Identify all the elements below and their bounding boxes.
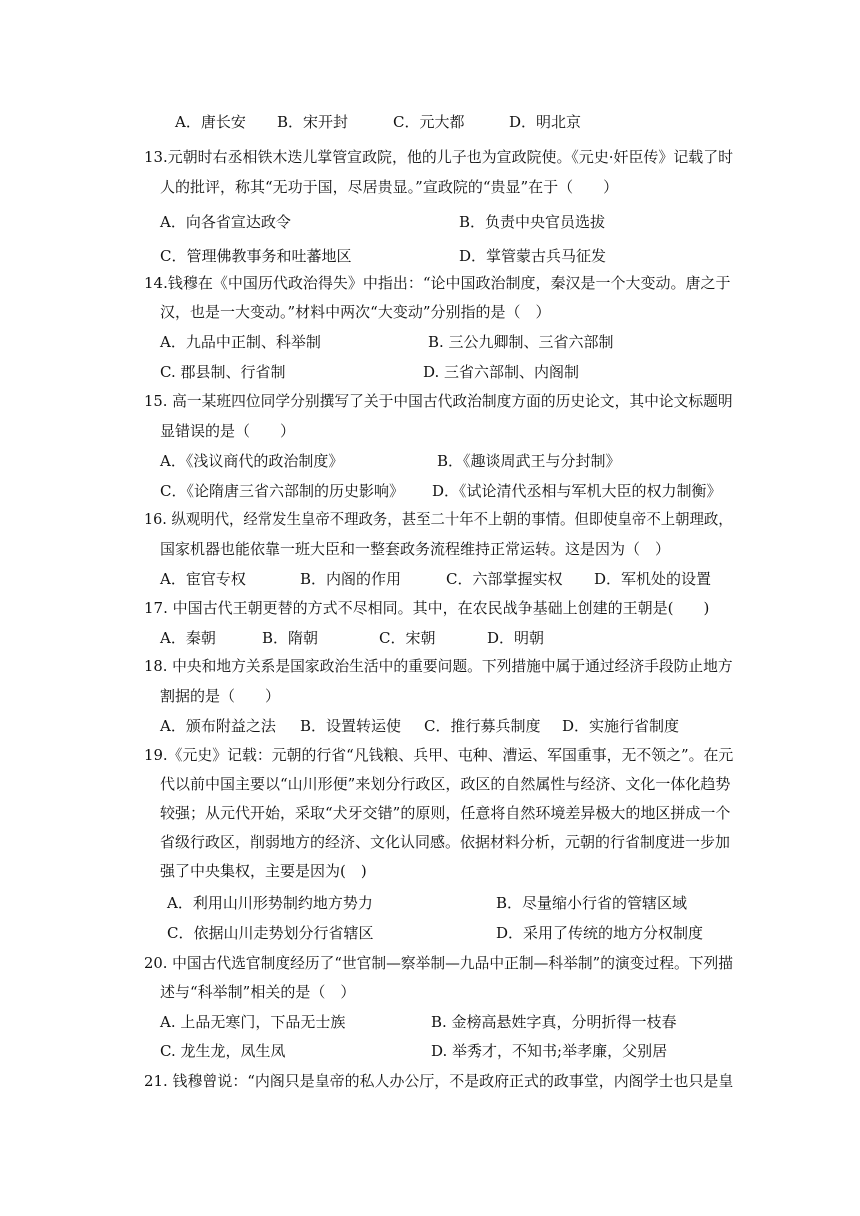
q20-option-c: C. 龙生龙，凤生凤 (160, 1042, 286, 1060)
q18-line-1: 18. 中央和地方关系是国家政治生活中的重要问题。下列措施中属于通过经济手段防止地方 (144, 657, 733, 675)
q19-option-c: C．依据山川走势划分行省辖区 (167, 924, 374, 942)
q18-line-2: 割据的是（ ） (160, 687, 281, 705)
q13-option-c: C．管理佛教事务和吐蕃地区 (160, 247, 352, 265)
q15-option-b: B．《趣谈周武王与分封制》 (437, 452, 621, 470)
q16-option-c: C．六部掌握实权 (446, 570, 563, 588)
q17-option-b: B．隋朝 (262, 629, 319, 647)
q21-line-1: 21. 钱穆曾说：“内阁只是皇帝的私人办公厅，不是政府正式的政事堂，内阁学士也只是皇 (144, 1072, 734, 1090)
q16-line-1: 16. 纵观明代，经常发生皇帝不理政务，甚至二十年不上朝的事情。但即使皇帝不上朝理政， (144, 510, 733, 528)
q19-option-b: B．尽量缩小行省的管辖区域 (496, 894, 688, 912)
q15-option-c: C．《论隋唐三省六部制的历史影响》 (160, 482, 404, 500)
q14-option-d: D. 三省六部制、内阁制 (423, 363, 580, 381)
q15-option-a: A．《浅议商代的政治制度》 (160, 452, 344, 470)
q16-option-a: A．宦官专权 (160, 570, 246, 588)
q20-option-a: A. 上品无寒门，下品无士族 (160, 1013, 346, 1031)
q13-line-1: 13.元朝时右丞相铁木迭儿掌管宣政院，他的儿子也为宣政院使。《元史·奸臣传》记载了时 (144, 148, 734, 166)
q20-line-2: 述与“科举制”相关的是（ ） (160, 983, 356, 1001)
q15-line-1: 15. 高一某班四位同学分别撰写了关于中国古代政治制度方面的历史论文，其中论文标题明 (144, 392, 733, 410)
q19-line-3: 较强；从元代开始，采取“犬牙交错”的原则，任意将自然环境差异极大的地区拼成一个 (160, 804, 731, 822)
q16-line-2: 国家机器也能依靠一班大臣和一整套政务流程维持正常运转。这是因为（ ） (160, 540, 671, 558)
q19-line-5: 强了中央集权，主要是因为( ) (160, 862, 367, 880)
q16-option-b: B．内阁的作用 (300, 570, 402, 588)
q20-line-1: 20. 中国古代选官制度经历了“世官制—察举制—九品中正制—科举制”的演变过程。下列描 (144, 954, 733, 972)
q12-option-c: C．元大都 (393, 113, 465, 131)
q13-line-2: 人的批评，称其“无功于国，尽居贵显。”宣政院的“贵显”在于（ ） (160, 178, 619, 196)
q18-option-d: D．实施行省制度 (562, 717, 680, 735)
q20-option-d: D. 举秀才，不知书;举孝廉，父别居 (431, 1042, 668, 1060)
q18-option-c: C．推行募兵制度 (424, 717, 541, 735)
q14-line-2: 汉，也是一大变动。”材料中两次“大变动”分别指的是（ ） (160, 303, 551, 321)
q14-option-b: B. 三公九卿制、三省六部制 (428, 333, 614, 351)
q19-line-4: 省级行政区，削弱地方的经济、文化认同感。依据材料分析，元朝的行省制度进一步加 (160, 833, 731, 851)
q18-option-b: B．设置转运使 (300, 717, 402, 735)
q19-line-1: 19.《元史》记载：元朝的行省“凡钱粮、兵甲、屯种、漕运、军国重事，无不领之”。在元 (144, 746, 734, 764)
q15-line-2: 显错误的是（ ） (160, 422, 296, 440)
q20-option-b: B. 金榜高悬姓字真，分明折得一枝春 (431, 1013, 677, 1031)
q14-line-1: 14.钱穆在《中国历代政治得失》中指出：“论中国政治制度，秦汉是一个大变动。唐之于 (144, 274, 731, 292)
q13-option-d: D．掌管蒙古兵马征发 (459, 247, 607, 265)
q12-option-a: A．唐长安 (175, 113, 246, 131)
q13-option-b: B．负责中央官员选拔 (459, 213, 606, 231)
q19-line-2: 代以前中国主要以“山川形便”来划分行政区，政区的自然属性与经济、文化一体化趋势 (160, 775, 731, 793)
q12-option-b: B．宋开封 (277, 113, 349, 131)
q17-line-1: 17. 中国古代王朝更替的方式不尽相同。其中，在农民战争基础上创建的王朝是( ) (144, 599, 710, 617)
q15-option-d: D．《试论清代丞相与军机大臣的权力制衡》 (432, 482, 722, 500)
q13-option-a: A．向各省宣达政令 (160, 213, 291, 231)
q19-option-d: D．采用了传统的地方分权制度 (496, 924, 704, 942)
q17-option-d: D．明朝 (487, 629, 545, 647)
q14-option-c: C. 郡县制、行省制 (160, 363, 286, 381)
q17-option-a: A．秦朝 (160, 629, 216, 647)
q18-option-a: A．颁布附益之法 (160, 717, 276, 735)
q14-option-a: A．九品中正制、科举制 (160, 333, 321, 351)
q12-option-d: D．明北京 (509, 113, 582, 131)
q16-option-d: D．军机处的设置 (594, 570, 712, 588)
q19-option-a: A．利用山川形势制约地方势力 (167, 894, 373, 912)
q17-option-c: C．宋朝 (379, 629, 436, 647)
